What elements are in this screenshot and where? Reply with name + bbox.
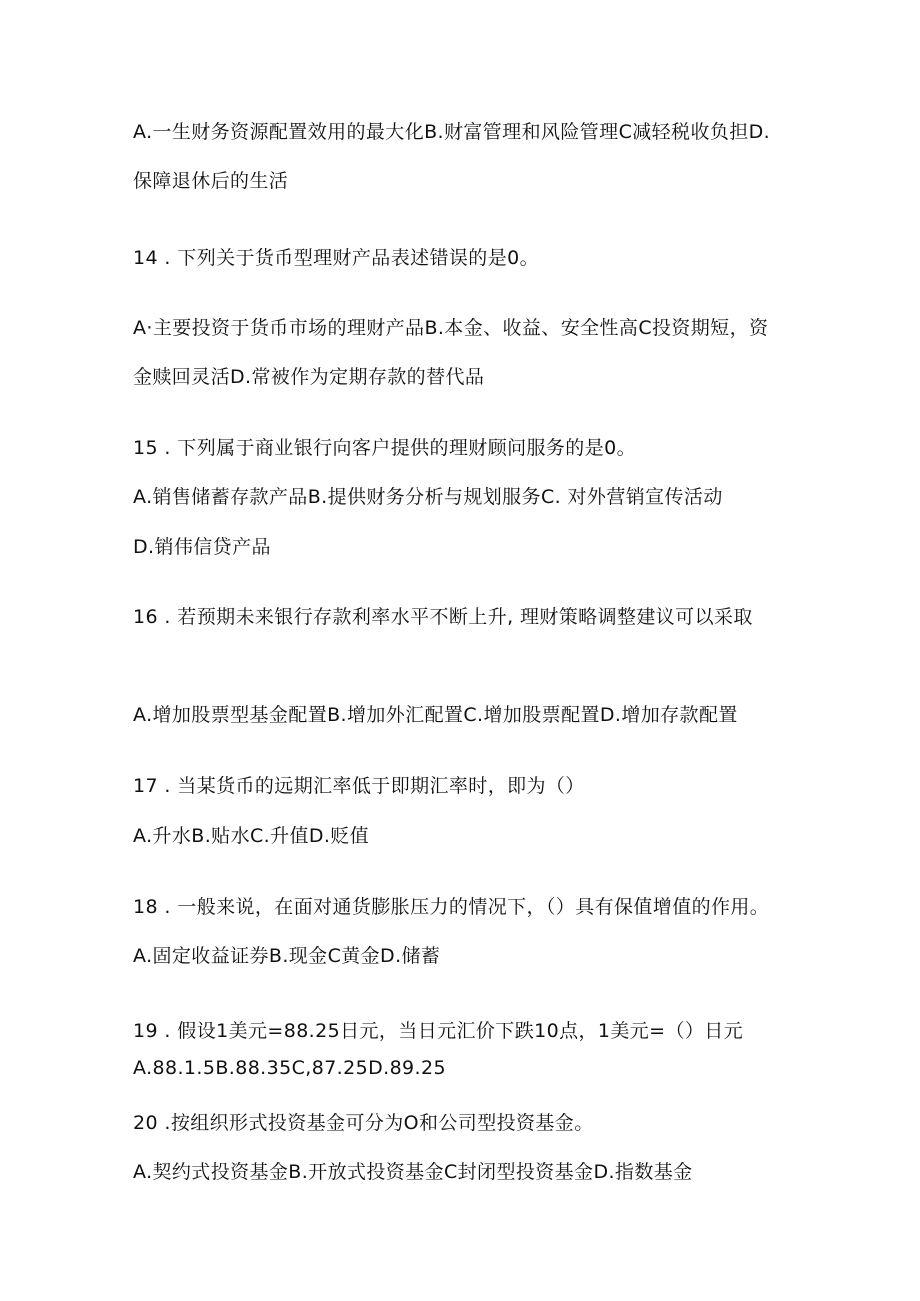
question-15: 15 . 下列属于商业银行向客户提供的理财顾问服务的是0。 (133, 437, 636, 459)
question-14: 14 . 下列关于货币型理财产品表述错误的是0。 (133, 247, 539, 269)
option-line-20: A.契约式投资基金B.开放式投资基金C封闭型投资基金D.指数基金 (133, 1161, 693, 1183)
option-line-13-cont: 保障退休后的生活 (133, 170, 289, 192)
option-line-16: A.增加股票型基金配置B.增加外汇配置C.增加股票配置D.增加存款配置 (133, 704, 738, 726)
question-19: 19 . 假设1美元=88.25日元，当日元汇价下跌10点，1美元=（）日元 (133, 1020, 744, 1042)
option-line-18: A.固定收益证券B.现金C黄金D.储蓄 (133, 945, 441, 967)
option-line-19: A.88.1.5B.88.35C,87.25D.89.25 (133, 1057, 446, 1079)
question-18: 18 . 一般来说，在面对通货膨胀压力的情况下，（）具有保值增值的作用。 (133, 896, 770, 918)
option-line-15: A.销售储蓄存款产品B.提供财务分析与规划服务C. 对外营销宣传活动 (133, 486, 723, 508)
question-20: 20 .按组织形式投资基金可分为O和公司型投资基金。 (133, 1112, 594, 1134)
option-line-17: A.升水B.贴水C.升值D.贬值 (133, 825, 370, 847)
option-line-13: A.一生财务资源配置效用的最大化B.财富管理和风险管理C减轻税收负担D. (133, 121, 771, 143)
question-17: 17 . 当某货币的远期汇率低于即期汇率时，即为（） (133, 775, 585, 797)
option-line-14-cont: 金赎回灵活D.常被作为定期存款的替代品 (133, 366, 485, 388)
option-line-15-cont: D.销伟信贷产品 (133, 536, 271, 558)
question-16: 16 . 若预期未来银行存款利率水平不断上升, 理财策略调整建议可以采取 (133, 606, 753, 628)
option-line-14: A·主要投资于货币市场的理财产品B.本金、收益、安全性高C投资期短，资 (133, 317, 769, 339)
